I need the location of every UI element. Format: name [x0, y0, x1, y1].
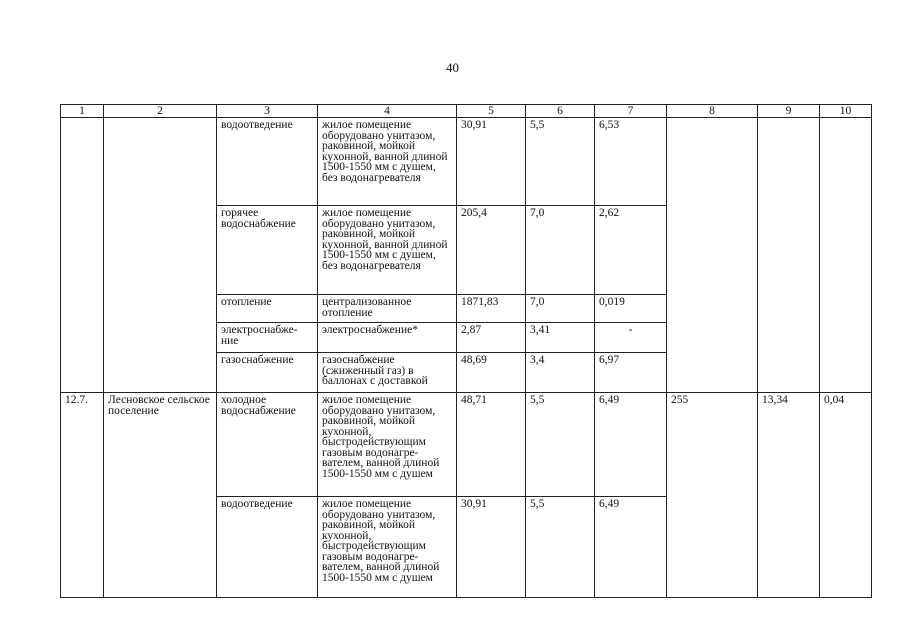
value-cell: 255	[667, 393, 758, 598]
header-cell: 7	[595, 105, 667, 118]
table-row	[61, 118, 872, 206]
header-cell: 1	[61, 105, 104, 118]
value-cell: 5,5	[526, 497, 595, 598]
empty-cell	[104, 118, 217, 393]
value-cell: 7,0	[526, 295, 595, 323]
service-cell: электроснабже-ние	[217, 323, 318, 353]
header-cell: 5	[457, 105, 526, 118]
value-cell: 6,53	[595, 118, 667, 206]
header-cell: 10	[820, 105, 872, 118]
service-cell: горячее водоснабжение	[217, 206, 318, 295]
value-cell: 7,0	[526, 206, 595, 295]
header-cell: 8	[667, 105, 758, 118]
value-cell: 3,4	[526, 353, 595, 393]
empty-cell	[667, 118, 758, 393]
service-cell: холодное водоснабжение	[217, 393, 318, 497]
column-number-row	[61, 105, 872, 118]
value-cell: 48,71	[457, 393, 526, 497]
service-cell: отопление	[217, 295, 318, 323]
value-cell: 30,91	[457, 497, 526, 598]
value-cell: 0,019	[595, 295, 667, 323]
value-cell: 30,91	[457, 118, 526, 206]
empty-cell	[758, 118, 820, 393]
service-cell: водоотведение	[217, 497, 318, 598]
header-cell: 6	[526, 105, 595, 118]
description-cell: электроснабжение*	[318, 323, 457, 353]
empty-cell	[820, 118, 872, 393]
value-cell: 48,69	[457, 353, 526, 393]
header-cell: 4	[318, 105, 457, 118]
value-cell: 13,34	[758, 393, 820, 598]
description-cell: жилое помещение оборудовано унитазом, раковиной, мойкой кухонной, ванной длиной 1500-1550 мм с душем, без водонагревателя	[318, 118, 457, 206]
description-cell: централизованное отопление	[318, 295, 457, 323]
value-cell: 2,87	[457, 323, 526, 353]
service-cell: газоснабжение	[217, 353, 318, 393]
empty-cell	[61, 118, 104, 393]
description-cell: жилое помещение оборудовано унитазом, раковиной, мойкой кухонной, быстродействующим газовым водонагре-вателем, ванной длиной 1500-1550 мм с душем	[318, 393, 457, 497]
table-row	[61, 393, 872, 497]
value-cell: -	[595, 323, 667, 353]
value-cell: 0,04	[820, 393, 872, 598]
value-cell: 1871,83	[457, 295, 526, 323]
value-cell: 6,49	[595, 497, 667, 598]
tariff-table	[60, 104, 872, 598]
description-cell: жилое помещение оборудовано унитазом, раковиной, мойкой кухонной, ванной длиной 1500-1550 мм с душем, без водонагревателя	[318, 206, 457, 295]
description-cell: жилое помещение оборудовано унитазом, раковиной, мойкой кухонной, быстродействующим газовым водонагре-вателем, ванной длиной 1500-1550 мм с душем	[318, 497, 457, 598]
settlement-name-cell: Лесновское сельское поселение	[104, 393, 217, 598]
value-cell: 5,5	[526, 118, 595, 206]
value-cell: 6,49	[595, 393, 667, 497]
description-cell: газоснабжение (сжиженный газ) в баллонах с доставкой	[318, 353, 457, 393]
row-number-cell: 12.7.	[61, 393, 104, 598]
value-cell: 205,4	[457, 206, 526, 295]
value-cell: 5,5	[526, 393, 595, 497]
value-cell: 2,62	[595, 206, 667, 295]
header-cell: 9	[758, 105, 820, 118]
service-cell: водоотведение	[217, 118, 318, 206]
header-cell: 3	[217, 105, 318, 118]
value-cell: 3,41	[526, 323, 595, 353]
page-number: 40	[446, 60, 459, 75]
value-cell: 6,97	[595, 353, 667, 393]
header-cell: 2	[104, 105, 217, 118]
